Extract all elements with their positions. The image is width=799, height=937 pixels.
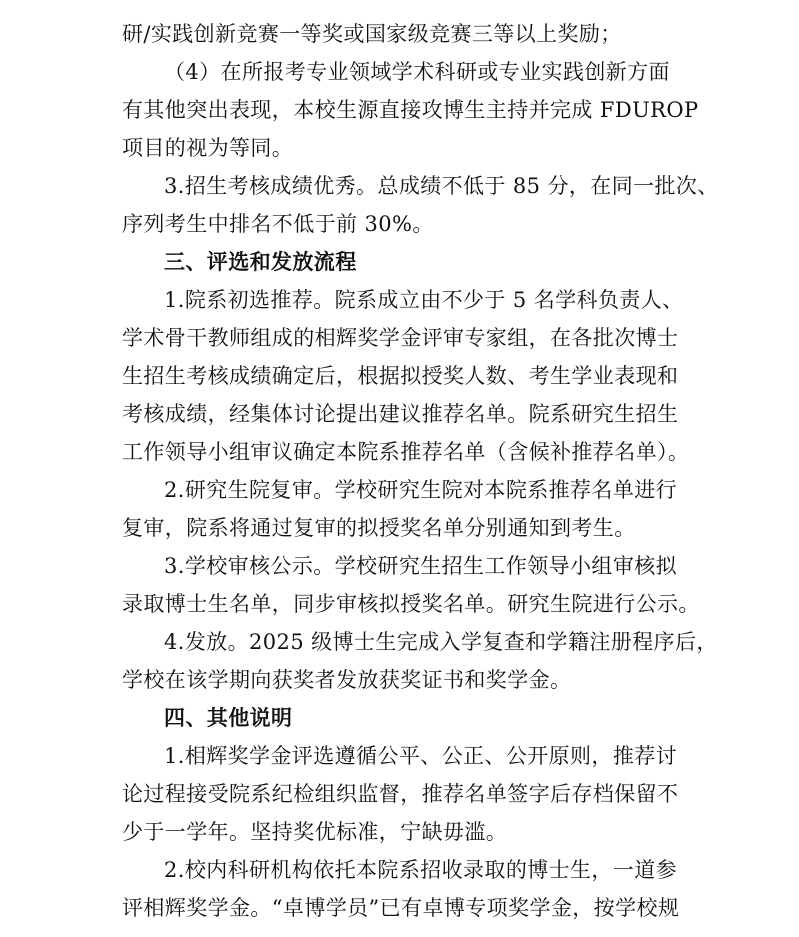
text-line: 少于一学年。坚持奖优标准，宁缺毋滥。 bbox=[122, 820, 508, 844]
text-line: 1.相辉奖学金评选遵循公平、公正、公开原则，推荐讨 bbox=[164, 744, 678, 768]
text-line: 3.学校审核公示。学校研究生招生工作领导小组审核拟 bbox=[164, 554, 678, 578]
text-line: 学校在该学期向获奖者发放获奖证书和奖学金。 bbox=[122, 668, 572, 692]
text-line: （4）在所报考专业领域学术科研或专业实践创新方面 bbox=[164, 60, 670, 84]
section-heading: 四、其他说明 bbox=[164, 706, 293, 730]
text-line: 复审，院系将通过复审的拟授奖名单分别通知到考生。 bbox=[122, 516, 636, 540]
text-line: 工作领导小组审议确定本院系推荐名单（含候补推荐名单）。 bbox=[122, 440, 690, 464]
text-line: 序列考生中排名不低于前 30%。 bbox=[122, 212, 434, 236]
text-line: 有其他突出表现，本校生源直接攻博生主持并完成 FDUROP bbox=[122, 98, 699, 122]
text-line: 研/实践创新竞赛一等奖或国家级竞赛三等以上奖励； bbox=[122, 22, 622, 46]
text-line: 项目的视为等同。 bbox=[122, 136, 294, 160]
section-heading: 三、评选和发放流程 bbox=[164, 250, 357, 274]
text-line: 评相辉奖学金。“卓博学员”已有卓博专项奖学金，按学校规 bbox=[122, 896, 680, 920]
text-line: 2.校内科研机构依托本院系招收录取的博士生，一道参 bbox=[164, 858, 678, 882]
text-line: 论过程接受院系纪检组织监督，推荐名单签字后存档保留不 bbox=[122, 782, 679, 806]
text-line: 考核成绩，经集体讨论提出建议推荐名单。院系研究生招生 bbox=[122, 402, 679, 426]
text-line: 录取博士生名单，同步审核拟授奖名单。研究生院进行公示。 bbox=[122, 592, 700, 616]
text-line: 学术骨干教师组成的相辉奖学金评审专家组，在各批次博士 bbox=[122, 326, 679, 350]
text-line: 1.院系初选推荐。院系成立由不少于 5 名学科负责人、 bbox=[164, 288, 684, 312]
text-line: 3.招生考核成绩优秀。总成绩不低于 85 分，在同一批次、 bbox=[164, 174, 719, 198]
text-line: 4.发放。2025 级博士生完成入学复查和学籍注册程序后， bbox=[164, 630, 718, 654]
text-line: 生招生考核成绩确定后，根据拟授奖人数、考生学业表现和 bbox=[122, 364, 679, 388]
text-line: 2.研究生院复审。学校研究生院对本院系推荐名单进行 bbox=[164, 478, 678, 502]
